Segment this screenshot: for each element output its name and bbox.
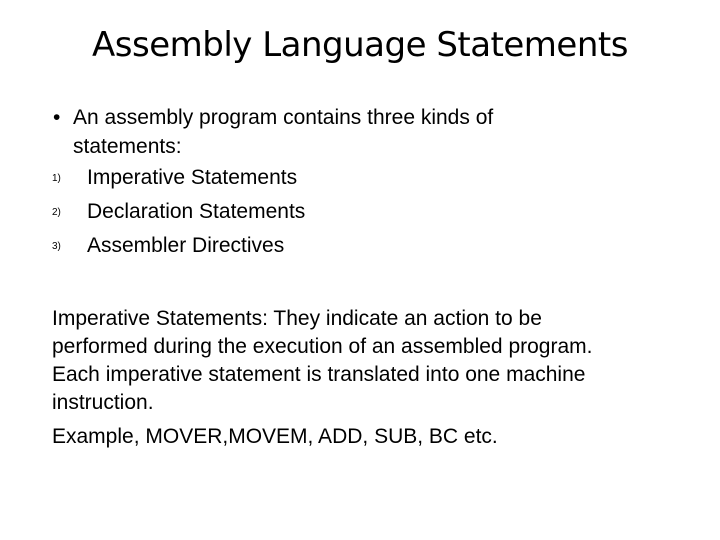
slide-title: Assembly Language Statements [92,25,628,65]
bullet-item [52,103,652,161]
item-number: 2) [52,207,61,218]
paragraph-line: Each imperative statement is translated into one machine [52,363,586,386]
item-number: 3) [52,241,61,252]
paragraph-line: instruction. [52,391,154,414]
numbered-item-3 [52,229,652,263]
description-paragraph [52,305,692,451]
item-label: Assembler Directives [87,234,285,257]
paragraph-line: Imperative Statements: They indicate an action to be [52,307,542,330]
bullet-list [52,103,652,263]
item-label: Imperative Statements [87,166,298,189]
item-label: Declaration Statements [87,200,306,223]
bullet-marker: • [53,106,61,129]
numbered-item-2 [52,195,652,229]
paragraph-line: performed during the execution of an assembled program. [52,335,593,358]
bullet-text-line-2: statements: [73,135,182,158]
numbered-item-1 [52,161,652,195]
item-number: 1) [52,173,61,184]
bullet-text-line-1: An assembly program contains three kinds of [73,106,494,129]
example-line: Example, MOVER,MOVEM, ADD, SUB, BC etc. [52,425,498,448]
